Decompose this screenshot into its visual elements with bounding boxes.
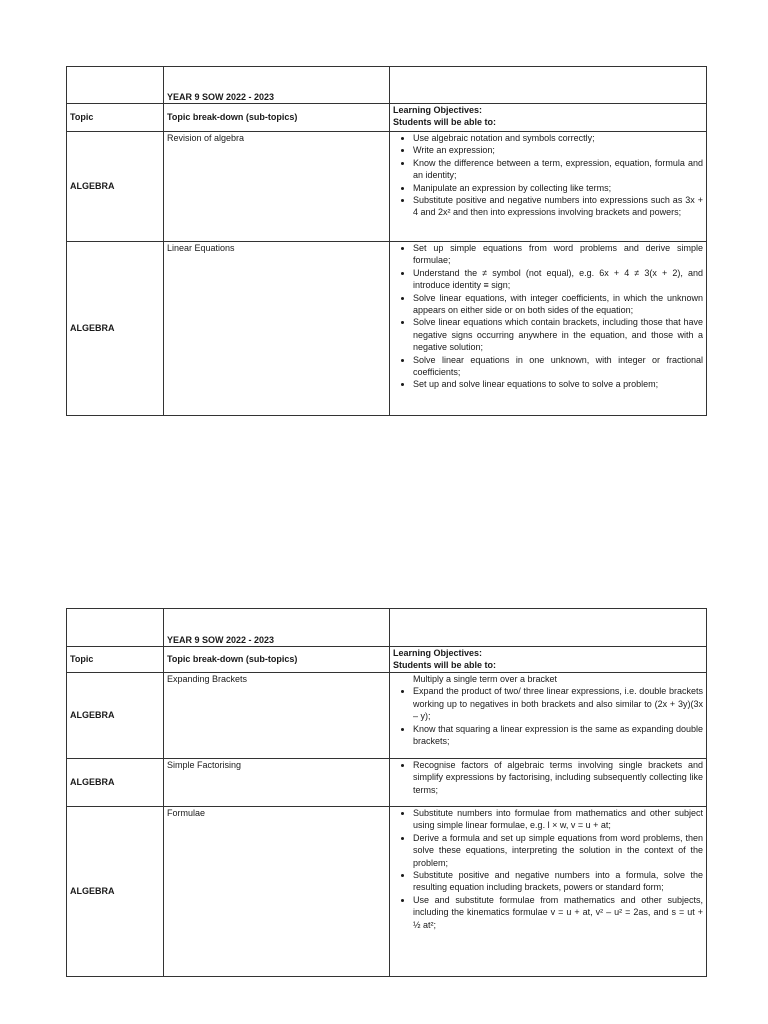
topic-cell: ALGEBRA — [67, 242, 164, 416]
topic-cell: ALGEBRA — [67, 759, 164, 807]
objective-item: • Substitute numbers into formulae from mathematics and other subject using simple linear formulae, e.g. l × w, v = u + at; — [413, 807, 703, 832]
objectives-heading: Learning Objectives: — [393, 105, 483, 115]
col-header-topic: Topic — [67, 647, 164, 673]
objectives-heading: Learning Objectives: — [393, 648, 483, 658]
objective-item: • Recognise factors of algebraic terms involving single brackets and simplify expressions by factorising, including subsequently collecting like terms; — [413, 759, 703, 796]
objectives-list — [393, 132, 703, 219]
col-header-objectives — [390, 647, 707, 673]
objectives-list — [393, 759, 703, 796]
objectives-list — [393, 807, 703, 931]
objectives-cell — [390, 132, 707, 242]
objectives-cell — [390, 807, 707, 977]
topic-cell: ALGEBRA — [67, 132, 164, 242]
blank-cell — [67, 609, 164, 647]
table-title: YEAR 9 SOW 2022 - 2023 — [164, 609, 390, 647]
blank-cell — [390, 609, 707, 647]
col-header-topic: Topic — [67, 104, 164, 132]
col-header-breakdown: Topic break-down (sub-topics) — [164, 647, 390, 673]
objective-item: • Set up simple equations from word problems and derive simple formulae; — [413, 242, 703, 267]
objectives-cell — [390, 242, 707, 416]
col-header-breakdown: Topic break-down (sub-topics) — [164, 104, 390, 132]
blank-cell — [390, 67, 707, 104]
objectives-list — [393, 242, 703, 391]
objectives-cell — [390, 759, 707, 807]
topic-cell: ALGEBRA — [67, 807, 164, 977]
objectives-list — [393, 673, 703, 747]
subtopic-cell: Linear Equations — [164, 242, 390, 416]
table-title: YEAR 9 SOW 2022 - 2023 — [164, 67, 390, 104]
objectives-cell — [390, 673, 707, 759]
objective-item: • Substitute positive and negative numbers into a formula, solve the resulting equation including brackets, powers or standard form; — [413, 869, 703, 894]
subtopic-cell: Simple Factorising — [164, 759, 390, 807]
sow-table-1 — [66, 66, 707, 416]
objective-lead: Multiply a single term over a bracket — [413, 674, 558, 684]
objective-item: • Expand the product of two/ three linear expressions, i.e. double brackets working up to negatives in both brackets and also similar to (2x + 3y)(3x – y); — [413, 685, 703, 722]
objective-item: • Set up and solve linear equations to solve to solve a problem; — [413, 378, 703, 390]
objective-item: • Know that squaring a linear expression is the same as expanding double brackets; — [413, 723, 703, 748]
objective-item: • Derive a formula and set up simple equations from word problems, then solve these equations, interpreting the solution in the context of the problem; — [413, 832, 703, 869]
blank-cell — [67, 67, 164, 104]
objective-item: • Use algebraic notation and symbols correctly; — [413, 132, 703, 144]
objectives-subheading: Students will be able to: — [393, 660, 497, 671]
objectives-subheading: Students will be able to: — [393, 117, 497, 128]
col-header-objectives — [390, 104, 707, 132]
subtopic-cell: Expanding Brackets — [164, 673, 390, 759]
objective-item: • Know the difference between a term, expression, equation, formula and an identity; — [413, 157, 703, 182]
objective-item: • Use and substitute formulae from mathematics and other subjects, including the kinematics formulae v = u + at, v² – u² = 2as, and s = ut + ½ at²; — [413, 894, 703, 931]
objective-item: • Solve linear equations which contain brackets, including those that have negative signs occurring anywhere in the equation, and those with a negative solution; — [413, 316, 703, 353]
objective-item: • Write an expression; — [413, 144, 703, 156]
topic-cell: ALGEBRA — [67, 673, 164, 759]
objective-item: • Solve linear equations, with integer coefficients, in which the unknown appears on either side or on both sides of the equation; — [413, 292, 703, 317]
subtopic-cell: Formulae — [164, 807, 390, 977]
objective-item: • Substitute positive and negative numbers into expressions such as 3x + 4 and 2x² and then into expressions involving brackets and powers; — [413, 194, 703, 219]
objective-item: • Manipulate an expression by collecting like terms; — [413, 182, 703, 194]
objective-item: • Understand the ≠ symbol (not equal), e.g. 6x + 4 ≠ 3(x + 2), and introduce identity ≡ sign; — [413, 267, 703, 292]
sow-table-2 — [66, 608, 707, 977]
objective-item: • Solve linear equations in one unknown, with integer or fractional coefficients; — [413, 354, 703, 379]
subtopic-cell: Revision of algebra — [164, 132, 390, 242]
